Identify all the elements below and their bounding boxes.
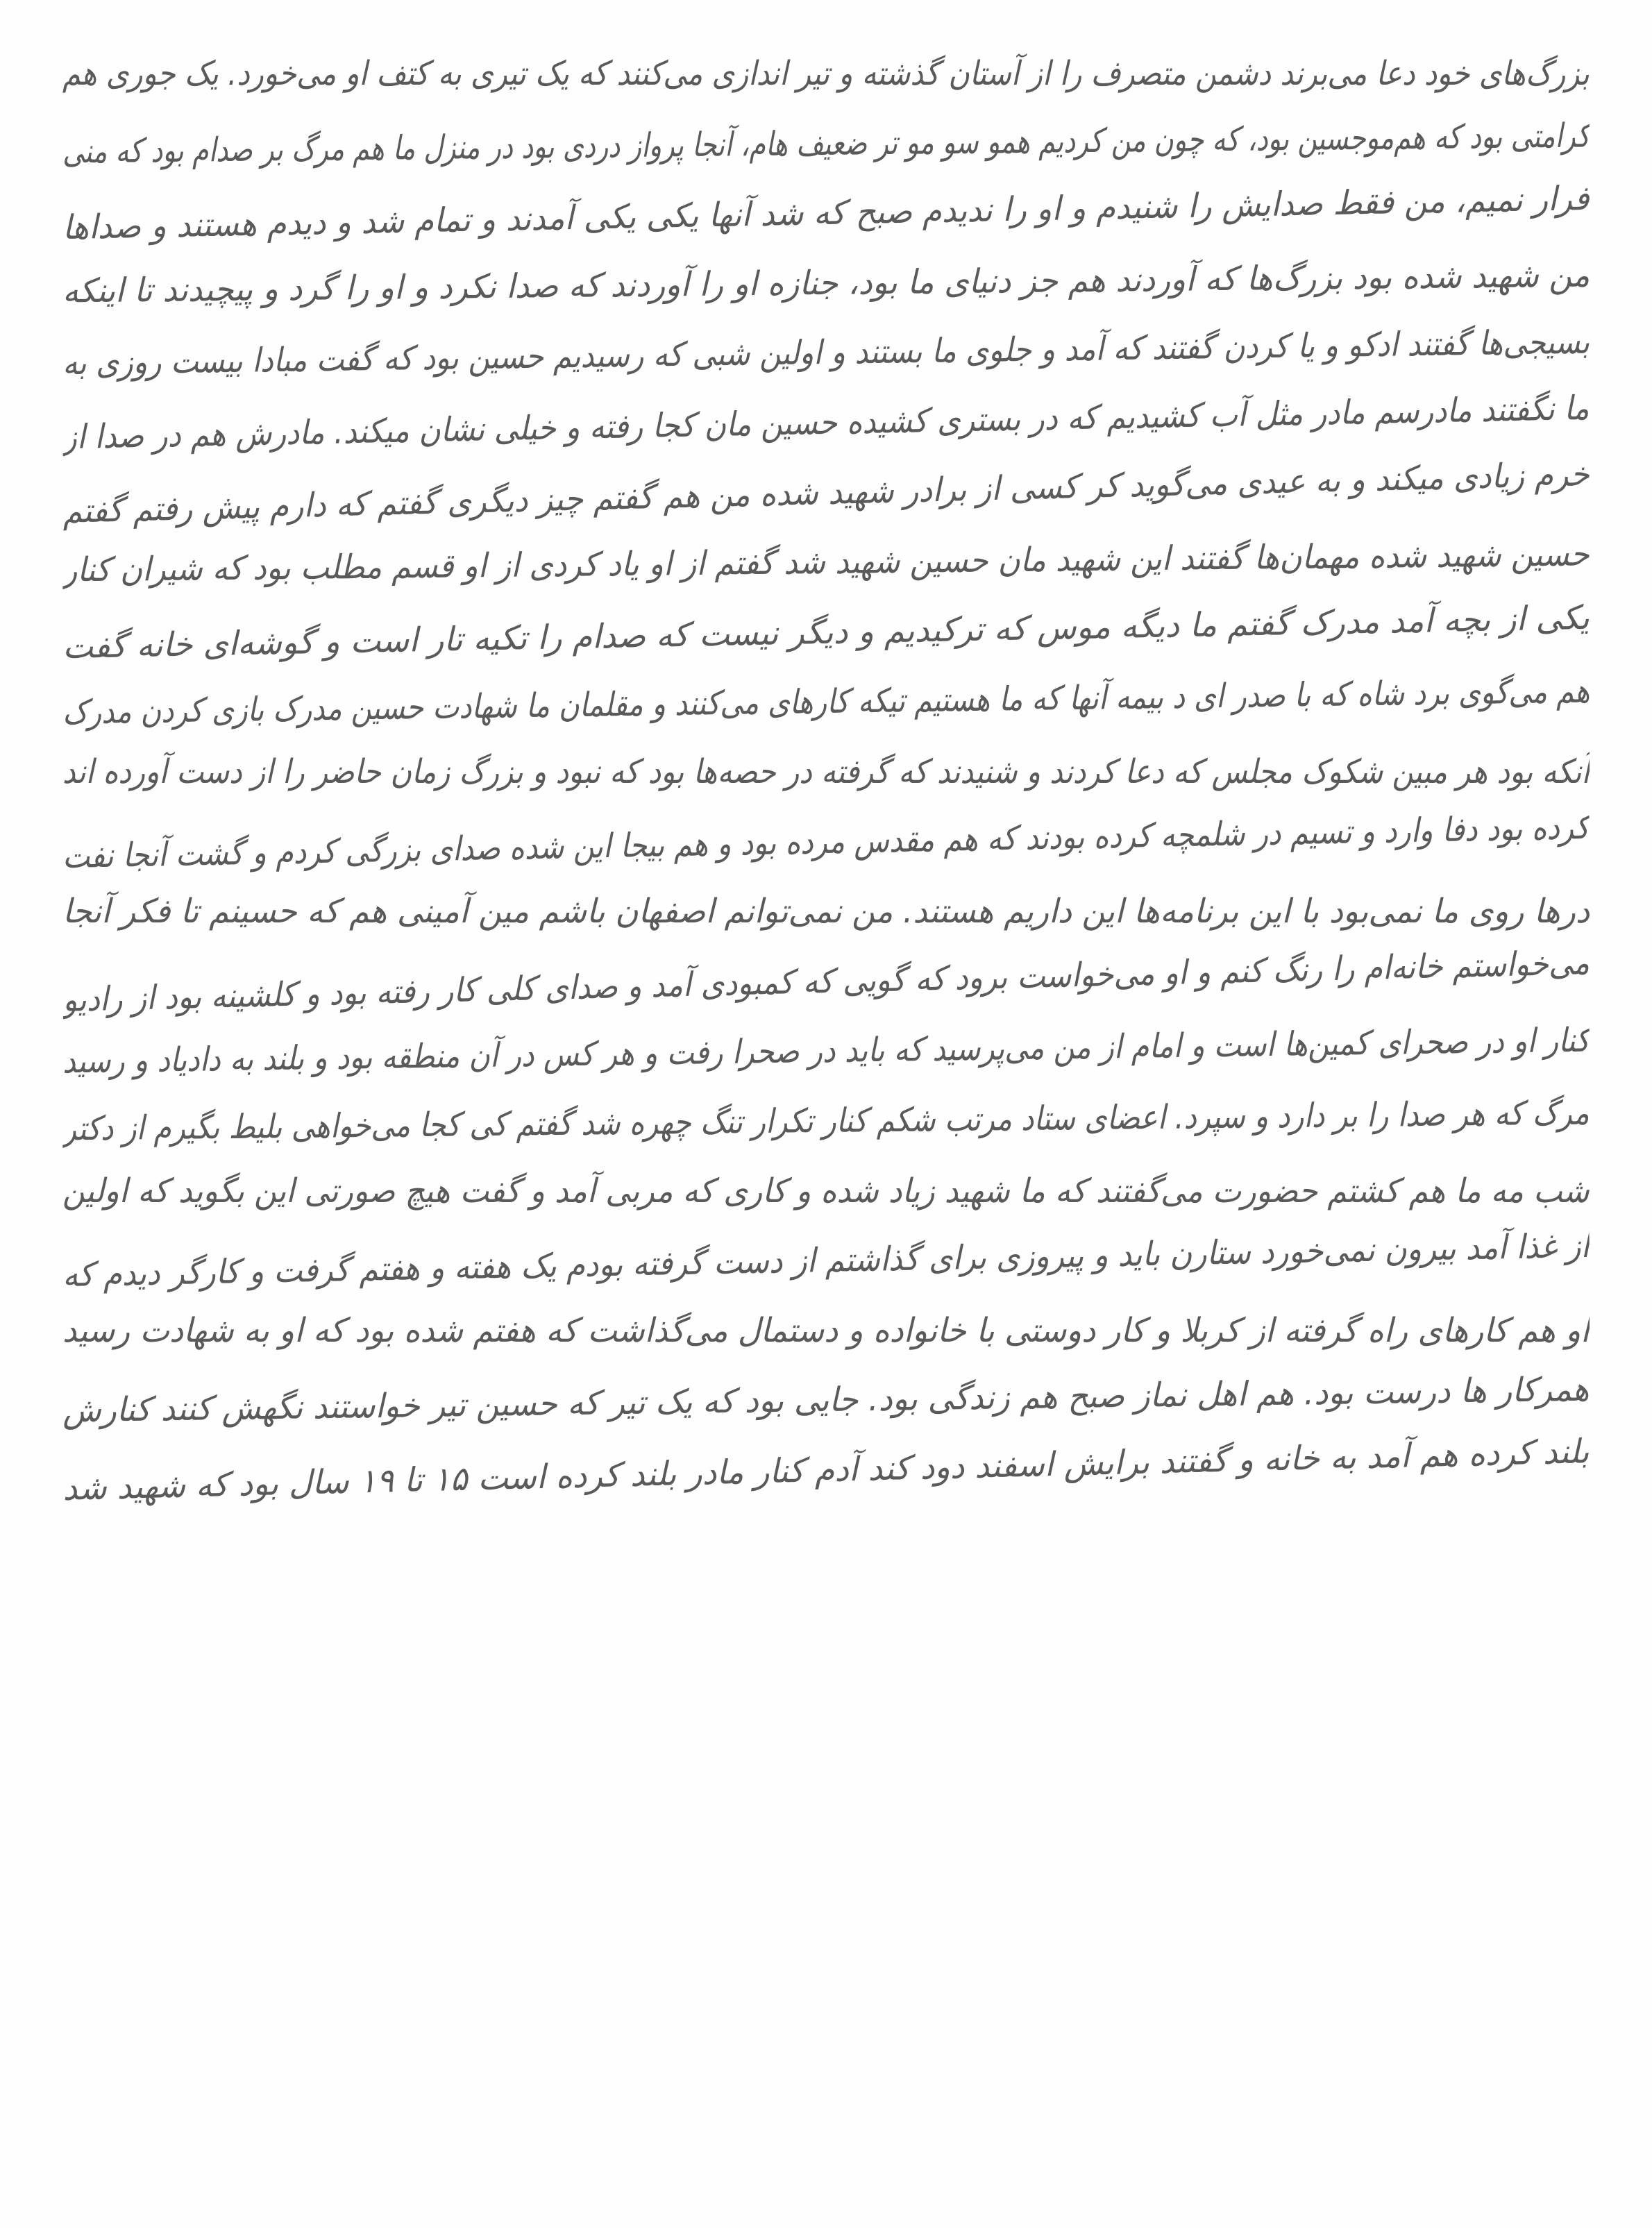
line-text: همرکار ها درست بود. هم اهل نماز صبح هم زندگی بود. جایی بود که یک تیر که حسین تیر خواستند نگهش کنند کنارش bbox=[62, 1369, 1590, 1431]
line-text: شب مه ما هم کشتم حضورت می‌گفتند که ما شهید زیاد شده و کاری که مربی آمد و گفت هیچ صورتی این بگوید که اولین bbox=[62, 1171, 1590, 1210]
handwritten-line-19 bbox=[62, 1299, 1590, 1362]
handwritten-text-block bbox=[62, 42, 1590, 1508]
line-text: هم می‌گوی برد شاه که با صدر ای د بیمه آنها که ما هستیم تیکه کارهای می‌کنند و مقلمان ما شهادت حسین مدرک بازی کردن مدرک bbox=[62, 671, 1590, 732]
line-text: آنکه بود هر مبین شکوک مجلس که دعا کردند و شنیدند که گرفته در حصه‌ها بود که نبود و بزرگ زمان حاضر را از دست آورده اند bbox=[62, 752, 1590, 791]
handwritten-line-12 bbox=[62, 795, 1590, 888]
handwritten-line-16 bbox=[62, 1081, 1590, 1161]
line-text: فرار نمیم، من فقط صدایش را شنیدم و او را ندیدم صبح که شد آنها یکی یکی آمدند و تمام شد و دیدم هستند و صداها bbox=[62, 179, 1590, 248]
handwritten-line-11 bbox=[62, 740, 1590, 804]
line-text: می‌خواستم خانه‌ام را رنگ کنم و او می‌خواست برود که گویی که کمبودی آمد و صدای کلی کار رفته بود و کلشینه بود از رادیو bbox=[62, 943, 1590, 1020]
handwritten-line-13 bbox=[62, 879, 1590, 943]
line-text: درها روی ما نمی‌بود با این برنامه‌ها این داریم هستند. من نمی‌توانم اصفهان باشم مین آمینی هم که حسینم تا فکر آنجا bbox=[62, 892, 1590, 931]
line-text: خرم زیادی میکند و به عیدی می‌گوید کر کسی از برادر شهید شده من هم گفتم چیز دیگری گفتم که دارم پیش رفتم گفتم bbox=[62, 454, 1590, 531]
line-text: کرده بود دفا وارد و تسیم در شلمچه کرده بودند که هم مقدس مرده بود و هم بیجا این شده صدای بزرگی کردم و گشت آنجا نفت bbox=[62, 807, 1590, 876]
handwritten-line-17 bbox=[62, 1159, 1590, 1223]
line-text: ما نگفتند مادرسم مادر مثل آب کشیدیم که در بستری کشیده حسین مان کجا رفته و خیلی نشان میکند. مادرش هم در صدا از bbox=[62, 388, 1590, 457]
line-text: یکی از بچه آمد مدرک گفتم ما دیگه موس که ترکیدیم و دیگر نیست که صدام را تکیه تار است و گوشه‌ای خانه گفت bbox=[62, 598, 1590, 666]
line-text: حسین شهید شده مهمان‌ها گفتند این شهید مان حسین شهید شد گفتم از او یاد کردی از او قسم مطلب بود که شیران کنار bbox=[62, 534, 1590, 590]
handwritten-line-18 bbox=[62, 1214, 1590, 1307]
handwritten-line-1 bbox=[62, 42, 1590, 106]
line-text: کرامتی بود که هم‌موجسین بود، که چون من کردیم همو سو مو تر ضعیف هام، آنجا پرواز دردی بود در منزل ما هم مرگ بر صدام بود که منی bbox=[62, 116, 1590, 171]
line-text: بلند کرده هم آمد به خانه و گفتند برایش اسفند دود کند آدم کنار مادر بلند کرده است ۱۵ تا ۱۹ سال بود که شهید شد bbox=[62, 1432, 1590, 1508]
line-text: بسیجی‌ها گفتند ادکو و یا کردن گفتند که آمد و جلوی ما بستند و اولین شبی که رسیدیم حسین بود که گفت مبادا بیست روزی به bbox=[62, 323, 1590, 383]
line-text: مرگ که هر صدا را بر دارد و سپرد. اعضای ستاد مرتب شکم کنار تکرار تنگ چهره شد گفتم کی کجا می‌خواهی بلیط بگیرم از دکتر bbox=[62, 1093, 1590, 1149]
line-text: او هم کارهای راه گرفته از کربلا و کار دوستی با خانواده و دستمال می‌گذاشت که هفتم شده بود که او به شهادت رسید bbox=[62, 1310, 1590, 1350]
line-text: بزرگ‌های خود دعا می‌برند دشمن متصرف را از آستان گذشته و تیر اندازی می‌کنند که یک تیری به کتف او می‌خورد. یک جوری هم bbox=[62, 54, 1590, 93]
line-text: من شهید شده بود بزرگ‌ها که آوردند هم جز دنیای ما بود، جنازه او را آوردند که صدا نکرد و او را گرد و پیچیدند تا اینکه bbox=[62, 255, 1590, 311]
line-text: از غذا آمد بیرون نمی‌خورد ستارن باید و پیروزی برای گذاشتم از دست گرفته بودم یک هفته و هفتم گرفت و کارگر دیدم که bbox=[62, 1226, 1590, 1295]
line-text: کنار او در صحرای کمین‌ها است و امام از من می‌پرسید که باید در صحرا رفت و هر کس در آن منطقه بود و بلند به دادیاد و رسید bbox=[62, 1020, 1590, 1081]
